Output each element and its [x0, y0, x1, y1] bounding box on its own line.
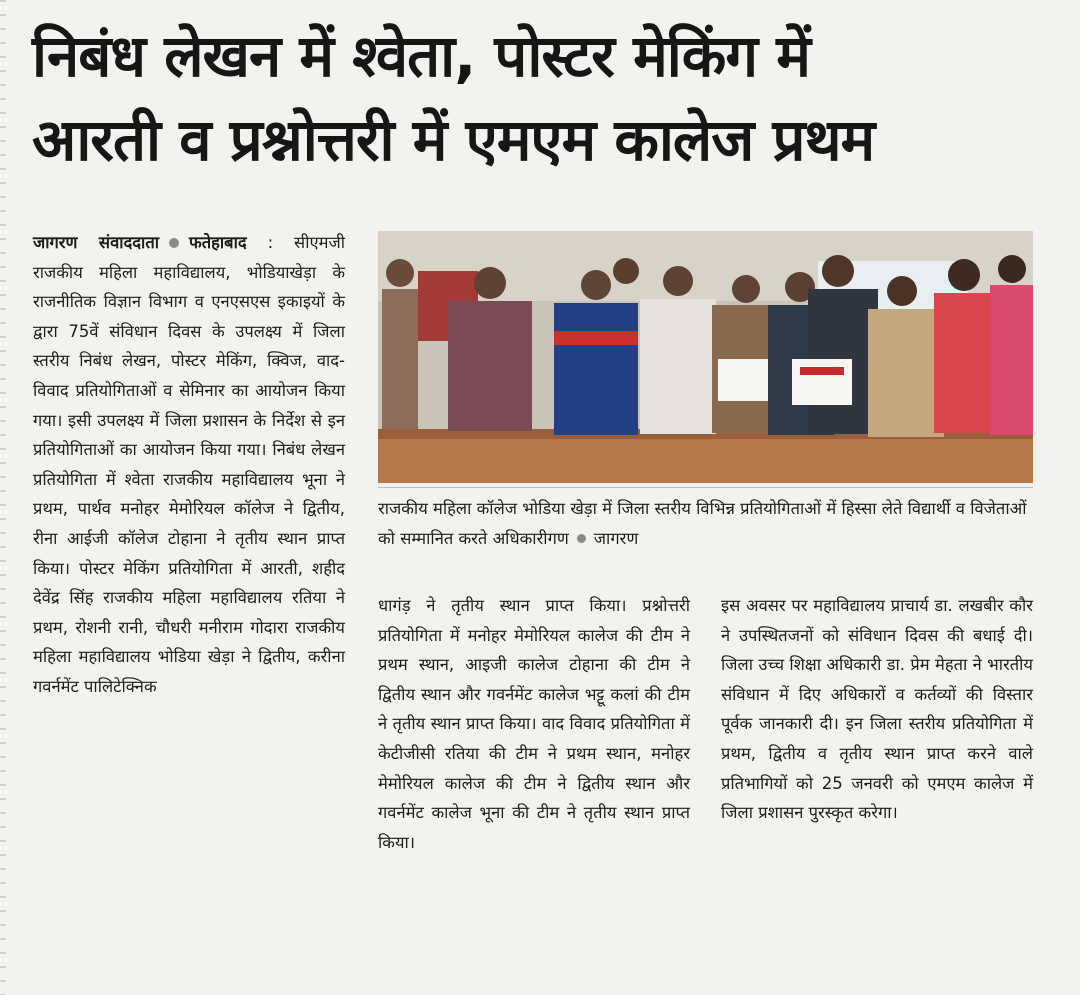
- byline-place: फतेहाबाद: [189, 233, 247, 252]
- photo-caption: [378, 494, 1038, 554]
- article-text-col1: : सीएमजी राजकीय महिला महाविद्यालय, भोडियाखेड़ा के राजनीतिक विज्ञान विभाग व एनएसएस इकाइयों के द्वारा 75वें संविधान दिवस के उपलक्ष्य में जिला स्तरीय निबंध लेखन, पोस्टर मेकिंग, क्विज, वाद-विवाद प्रतियोगिताओं व सेमिनार का आयोजन किया गया। इसी उपलक्ष्य में जिला प्रशासन के निर्देश से इन प्रतियोगिताओं का आयोजन किया गया। निबंध लेखन प्रतियोगिता में श्वेता राजकीय महाविद्यालय भूना ने प्रथम, पार्थव मनोहर मेमोरियल कॉलेज ने द्वितीय, रीना आईजी कॉलेज टोहाना ने तृतीय स्थान प्राप्त किया। पोस्टर मेकिंग प्रतियोगिता में आरती, शहीद देवेंद्र सिंह राजकीय महिला महाविद्यालय रतिया ने प्रथम, रोशनी रानी, चौधरी मनीराम गोदारा राजकीय महिला महाविद्यालय भोडिया खेड़ा ने द्वितीय, करीना गवर्नमेंट पालिटेक्निक: [33, 233, 345, 696]
- news-photo-illustration: [378, 231, 1033, 483]
- headline-line-2: आरती व प्रश्नोत्तरी में एमएम कालेज प्रथम: [32, 106, 875, 174]
- article-column-1: [33, 228, 345, 702]
- photo-credit: जागरण: [593, 529, 639, 548]
- article-text-col3: इस अवसर पर महाविद्यालय प्राचार्य डा. लखबीर कौर ने उपस्थितजनों को संविधान दिवस की बधाई दी। जिला उच्च शिक्षा अधिकारी डा. प्रेम मेहता ने भारतीय संविधान में दिए अधिकारों व कर्तव्यों की विस्तार पूर्वक जानकारी दी। इन जिला स्तरीय प्रतियोगिता में प्रथम, द्वितीय व तृतीय स्थान प्राप्त करने वाले प्रतिभागियों को 25 जनवरी को एमएम कालेज में जिला प्रशासन पुरस्कृत करेगा।: [721, 596, 1033, 823]
- article-text-col2: धागंड़ ने तृतीय स्थान प्राप्त किया। प्रश्नोत्तरी प्रतियोगिता में मनोहर मेमोरियल कालेज की टीम ने प्रथम स्थान, आइजी कालेज टोहाना की टीम ने द्वितीय स्थान और गवर्नमेंट कालेज भट्टू कलां की टीम ने तृतीय स्थान प्राप्त किया। वाद विवाद प्रतियोगिता में केटीजीसी रतिया की टीम ने प्रथम स्थान, मनोहर मेमोरियल कालेज की टीम ने द्वितीय स्थान और गवर्नमेंट कालेज भूना की टीम ने तृतीय स्थान प्राप्त किया।: [378, 596, 690, 852]
- byline-reporter: जागरण संवाददाता: [33, 233, 159, 252]
- article-column-2: [378, 591, 690, 857]
- page-edge-perforation: [0, 0, 6, 995]
- headline-line-1: निबंध लेखन में श्वेता, पोस्टर मेकिंग में: [32, 22, 810, 90]
- byline-bullet-icon: [169, 238, 179, 248]
- photo-caption-text: राजकीय महिला कॉलेज भोडिया खेड़ा में जिला स्तरीय विभिन्न प्रतियोगिताओं में हिस्सा लेते विद्यार्थी व विजेताओं को सम्मानित करते अधिकारीगण: [378, 499, 1027, 548]
- caption-divider: [378, 487, 1033, 488]
- caption-bullet-icon: [577, 534, 586, 543]
- news-photo: [378, 231, 1033, 483]
- article-column-3: [721, 591, 1033, 828]
- headline: [32, 14, 1042, 182]
